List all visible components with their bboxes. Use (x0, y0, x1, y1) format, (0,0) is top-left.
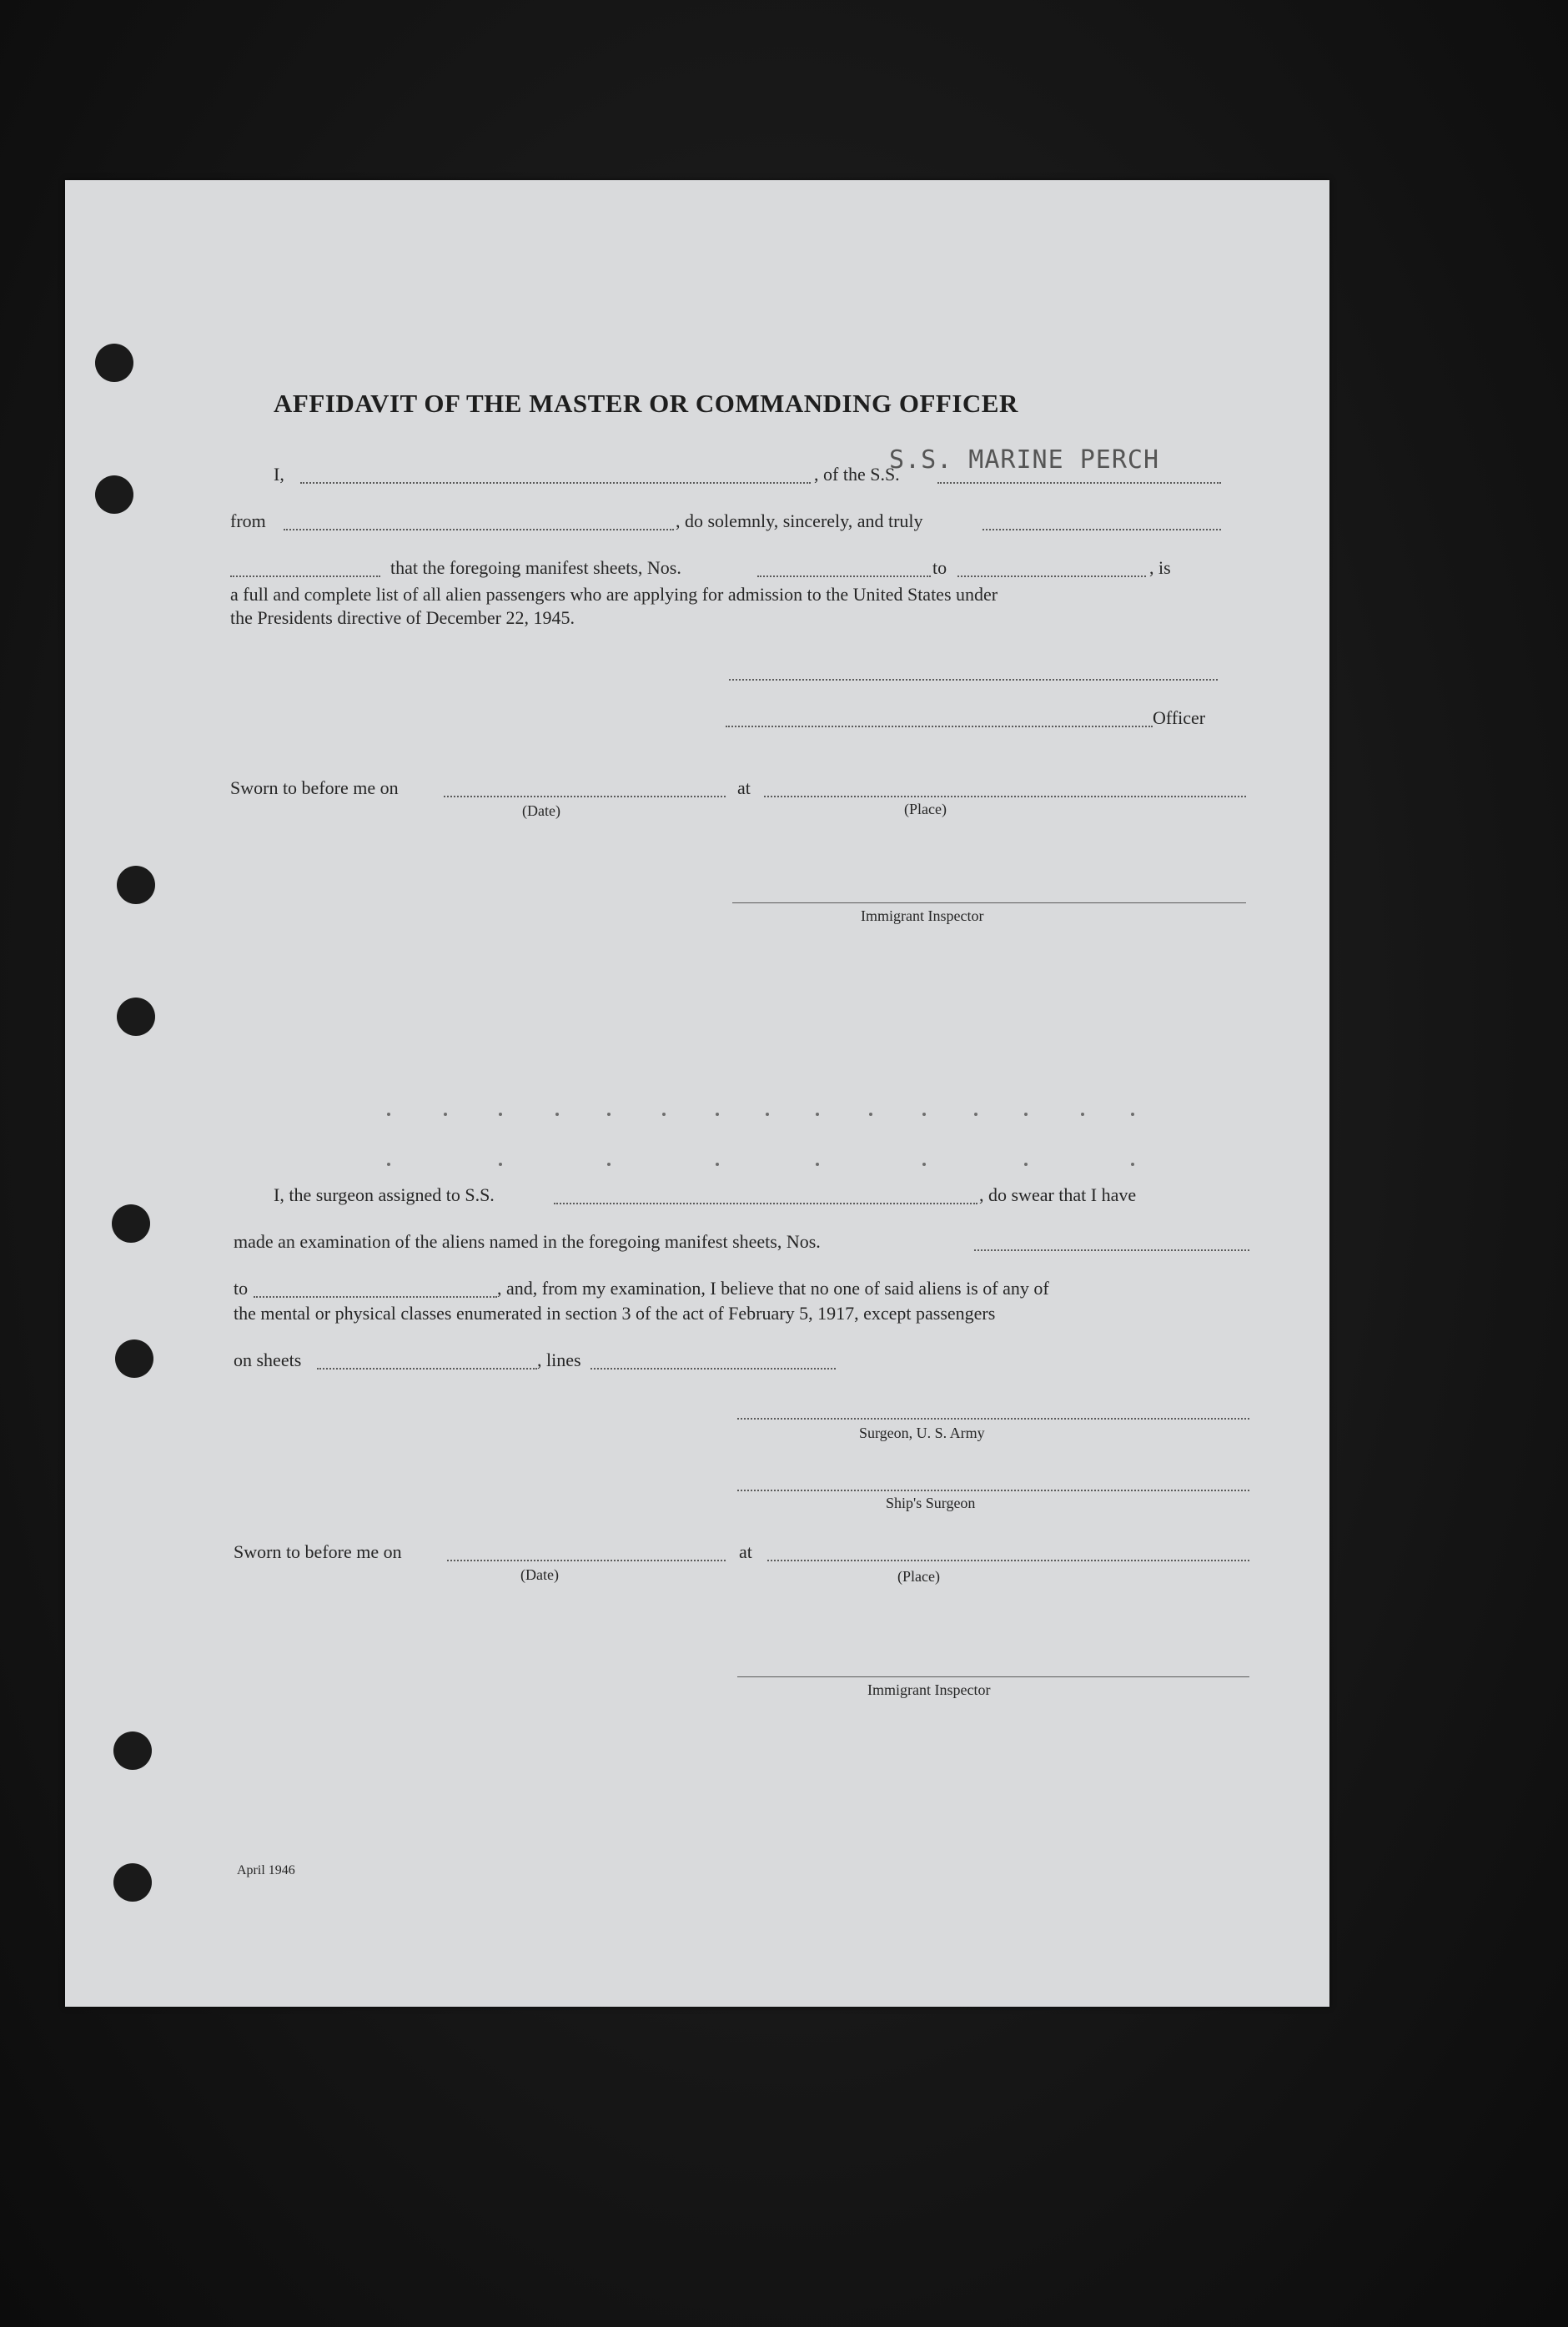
form-title: AFFIDAVIT OF THE MASTER OR COMMANDING OFFICER (274, 389, 1018, 418)
surgeon-line: the mental or physical classes enumerated in section 3 of the act of February 5, 1917, except passengers (234, 1303, 996, 1324)
surgeon-manifest-to-field[interactable] (254, 1296, 497, 1298)
oath-field[interactable] (983, 529, 1221, 530)
officer-signature-field[interactable] (726, 726, 1153, 727)
solemnly-label: , do solemnly, sincerely, and truly (676, 510, 923, 531)
ships-surgeon-caption: Ship's Surgeon (886, 1495, 976, 1511)
speck (922, 1163, 926, 1166)
from-label: from (230, 510, 266, 531)
surgeon-to-label: to (234, 1278, 249, 1299)
paragraph-line: a full and complete list of all alien passengers who are applying for admission to the United States under (230, 584, 998, 605)
speck (1024, 1163, 1028, 1166)
inspector-caption: Immigrant Inspector (861, 907, 984, 924)
surgeon-line: I, the surgeon assigned to S.S. (274, 1184, 495, 1205)
to-label: to (932, 557, 947, 578)
speck (499, 1113, 502, 1116)
speck (387, 1163, 390, 1166)
army-surgeon-signature-field[interactable] (737, 1418, 1249, 1420)
inspector2-signature-field[interactable] (737, 1676, 1249, 1677)
sworn-label: Sworn to before me on (230, 777, 399, 798)
speck (444, 1113, 447, 1116)
surgeon-line: , and, from my examination, I believe that no one of said aliens is of any of (497, 1278, 1049, 1299)
date-caption: (Date) (520, 1566, 559, 1583)
speck (716, 1113, 719, 1116)
speck (974, 1113, 977, 1116)
form-date: April 1946 (237, 1863, 295, 1877)
ship-name-field[interactable] (937, 482, 1221, 484)
punch-hole (117, 866, 155, 904)
speck (869, 1113, 872, 1116)
speck (1131, 1163, 1134, 1166)
punch-hole (113, 1863, 152, 1902)
sworn2-date-field[interactable] (447, 1560, 726, 1561)
except-sheets-field[interactable] (317, 1368, 537, 1370)
punch-hole (115, 1339, 153, 1378)
from-port-field[interactable] (284, 529, 674, 530)
speck (766, 1113, 769, 1116)
ship-name-stamp: S.S. MARINE PERCH (889, 445, 1160, 475)
army-surgeon-caption: Surgeon, U. S. Army (859, 1425, 985, 1441)
speck (555, 1113, 559, 1116)
ships-surgeon-signature-field[interactable] (737, 1490, 1249, 1491)
date-caption: (Date) (522, 802, 560, 819)
place-caption: (Place) (904, 801, 947, 817)
except-lines-field[interactable] (591, 1368, 836, 1370)
speck (607, 1113, 611, 1116)
surgeon-line: made an examination of the aliens named in the foregoing manifest sheets, Nos. (234, 1231, 821, 1252)
surgeon-line: , do swear that I have (979, 1184, 1137, 1205)
speck (816, 1163, 819, 1166)
at-label: at (739, 1541, 752, 1562)
master-name-field[interactable] (300, 482, 811, 484)
punch-hole (117, 998, 155, 1036)
paragraph-line: the Presidents directive of December 22, 1945. (230, 607, 575, 628)
speck (922, 1113, 926, 1116)
place-caption: (Place) (897, 1568, 940, 1585)
speck (499, 1163, 502, 1166)
officer-label: Officer (1153, 707, 1206, 728)
punch-hole (95, 344, 133, 382)
inspector-caption: Immigrant Inspector (867, 1681, 991, 1698)
is-label: , is (1149, 557, 1171, 578)
at-label: at (737, 777, 751, 798)
foregoing-label: that the foregoing manifest sheets, Nos. (390, 557, 681, 578)
speck (387, 1113, 390, 1116)
surgeon-ship-field[interactable] (554, 1203, 977, 1204)
sworn-place-field[interactable] (764, 796, 1246, 797)
on-sheets-label: on sheets (234, 1349, 302, 1370)
sworn-date-field[interactable] (444, 796, 726, 797)
inspector-signature-field[interactable] (732, 902, 1246, 903)
speck (1024, 1113, 1028, 1116)
punch-hole (112, 1204, 150, 1243)
affidavit-page (65, 180, 1329, 2007)
punch-hole (95, 475, 133, 514)
speck (1081, 1113, 1084, 1116)
speck (716, 1163, 719, 1166)
punch-hole (113, 1731, 152, 1770)
manifest-to-field[interactable] (957, 575, 1146, 577)
speck (662, 1113, 666, 1116)
surgeon-manifest-from-field[interactable] (974, 1249, 1249, 1251)
sworn2-place-field[interactable] (767, 1560, 1249, 1561)
speck (816, 1113, 819, 1116)
oath-continue-field[interactable] (230, 575, 380, 577)
lines-label: , lines (537, 1349, 581, 1370)
i-label: I, (274, 464, 284, 485)
speck (607, 1163, 611, 1166)
master-signature-field[interactable] (729, 679, 1218, 681)
of-ss-label: , of the S.S. (814, 464, 900, 485)
speck (1131, 1113, 1134, 1116)
manifest-from-field[interactable] (757, 575, 931, 577)
sworn-label: Sworn to before me on (234, 1541, 402, 1562)
